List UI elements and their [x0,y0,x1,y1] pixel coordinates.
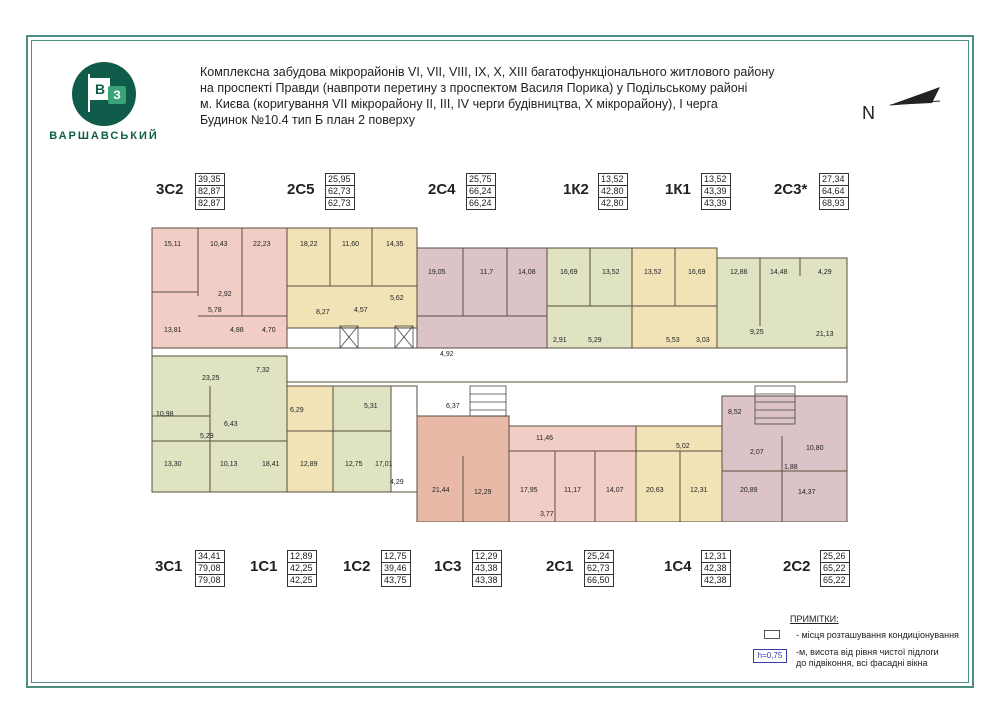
area-total: 42,38 [702,563,730,575]
room-area: 10,43 [210,241,228,248]
room-area: 10,13 [220,461,238,468]
area-gross: 43,38 [475,575,498,585]
area-living: 34,41 [196,551,224,563]
area-living: 12,75 [382,551,410,563]
room-area: 17,95 [520,487,538,494]
room-area: 5,62 [390,295,404,302]
room-area: 9,25 [750,329,764,336]
apartment-label: 2С1 [546,558,574,575]
apartment-label: 1С3 [434,558,462,575]
apartment-areas [820,550,850,587]
area-living: 13,52 [599,174,627,186]
room-area: 13,52 [644,269,662,276]
room-area: 11,17 [564,487,581,494]
room-area: 16,69 [560,269,578,276]
room-area: 12,75 [345,461,363,468]
room-area: 2,92 [218,291,232,298]
title-line-3: м. Києва (коригування VII мікрорайону II, III, IV черги будівництва, X мікрорайону), I черга [200,97,718,111]
room-area: 4,29 [390,479,404,486]
room-area: 14,48 [770,269,788,276]
room-area: 18,41 [262,461,280,468]
logo-flag-1: В [90,78,110,100]
area-living: 39,35 [196,174,224,186]
area-gross: 82,87 [198,198,221,208]
area-gross: 43,75 [384,575,407,585]
room-area: 14,35 [386,241,404,248]
area-gross: 42,38 [704,575,727,585]
area-gross: 43,39 [704,198,727,208]
room-area: 18,22 [300,241,318,248]
room-area: 5,78 [208,307,222,314]
room-area: 12,31 [690,487,708,494]
area-living: 25,95 [326,174,354,186]
apartment-label: 2С4 [428,181,456,198]
area-gross: 42,25 [290,575,313,585]
room-area: 17,01 [375,461,393,468]
apartment-areas [287,550,317,587]
room-area: 12,29 [474,489,492,496]
room-area: 4,88 [230,327,244,334]
apartment-areas [472,550,502,587]
room-area: 10,98 [156,411,174,418]
ac-location-icon [764,630,780,639]
area-total: 79,08 [196,563,224,575]
varshavsky-logo [72,62,136,126]
apartment-label: 1К1 [665,181,691,198]
area-gross: 68,93 [822,198,845,208]
apartment-label: 1С4 [664,558,692,575]
room-area: 19,05 [428,269,446,276]
apartment-areas [325,173,355,210]
area-total: 65,22 [821,563,849,575]
room-area: 14,07 [606,487,624,494]
room-area: 12,86 [730,269,748,276]
apartment-areas [195,550,225,587]
room-area: 13,52 [602,269,620,276]
room-area: 14,37 [798,489,816,496]
area-total: 62,73 [326,186,354,198]
room-area: 12,89 [300,461,318,468]
notes-heading: ПРИМІТКИ: [790,614,839,624]
room-area: 5,02 [676,443,690,450]
room-area: 8,27 [316,309,330,316]
logo-text: ВАРШАВСЬКИЙ [49,130,159,142]
area-total: 82,87 [196,186,224,198]
area-gross: 42,80 [601,198,624,208]
floor-plan [150,226,850,522]
area-gross: 65,22 [823,575,846,585]
apartment-areas [584,550,614,587]
area-total: 42,25 [288,563,316,575]
room-area: 11,60 [342,241,359,248]
logo-flag-2: З [108,86,126,104]
area-total: 66,24 [467,186,495,198]
apartment-areas [819,173,849,210]
area-living: 25,24 [585,551,613,563]
room-area: 4,57 [354,307,368,314]
room-area: 15,11 [164,241,181,248]
apartment-areas [701,173,731,210]
apartment-label: 1С2 [343,558,371,575]
apartment-areas [381,550,411,587]
apartment-label: 2С5 [287,181,315,198]
room-area: 11,7 [480,269,494,276]
area-total: 62,73 [585,563,613,575]
north-label: N [862,103,875,123]
room-area: 21,13 [816,331,834,338]
apartment-label: 1К2 [563,181,589,198]
room-area: 4,29 [818,269,832,276]
area-gross: 79,08 [198,575,221,585]
apartment-label: 1С1 [250,558,278,575]
room-area: 5,29 [588,337,602,344]
title-line-1: Комплексна забудова мікрорайонів VI, VII, VIII, IX, X, XIII багатофункціонального житлового району [200,65,775,79]
area-living: 12,31 [702,551,730,563]
area-total: 39,46 [382,563,410,575]
plan-title [200,64,840,128]
room-area: 16,69 [688,269,706,276]
room-area: 6,37 [446,403,460,410]
room-area: 20,63 [646,487,664,494]
area-total: 43,39 [702,186,730,198]
room-area: 2,91 [553,337,567,344]
area-living: 12,89 [288,551,316,563]
room-area: 3,03 [696,337,710,344]
room-area: 4,92 [440,351,454,358]
area-living: 13,52 [702,174,730,186]
room-area: 5,29 [200,433,214,440]
room-area: 6,29 [290,407,304,414]
title-line-2: на проспекті Правди (навпроти перетину з проспектом Василя Порика) у Подільському районі [200,81,748,95]
title-line-4: Будинок №10.4 тип Б план 2 поверху [200,113,415,127]
room-area: 5,31 [364,403,378,410]
area-living: 12,29 [473,551,501,563]
area-total: 42,80 [599,186,627,198]
apartment-label: 2С3* [774,181,808,198]
room-area: 2,07 [750,449,764,456]
apartment-label: 3С2 [156,181,184,198]
room-area: 8,52 [728,409,742,416]
area-gross: 66,50 [587,575,610,585]
area-living: 25,75 [467,174,495,186]
room-area: 23,25 [202,375,220,382]
apartment-areas [195,173,225,210]
room-area: 10,80 [806,445,824,452]
area-living: 25,26 [821,551,849,563]
room-area: 14,08 [518,269,536,276]
room-area: 13,30 [164,461,182,468]
room-area: 7,32 [256,367,270,374]
room-area: 22,23 [253,241,271,248]
area-total: 43,38 [473,563,501,575]
room-area: 3,77 [540,511,554,518]
area-living: 27,34 [820,174,848,186]
apartment-label: 2С2 [783,558,811,575]
height-badge: h=0,75 [753,649,787,663]
note-ac: - місця розташування кондиціонування [796,630,959,640]
apartment-areas [466,173,496,210]
apartment-areas [701,550,731,587]
room-area: 1,88 [784,464,798,471]
room-area: 21,44 [432,487,450,494]
room-area: 4,70 [262,327,276,334]
room-area: 5,53 [666,337,680,344]
room-area: 13,81 [164,327,182,334]
area-gross: 66,24 [469,198,492,208]
note-height: -м, висота від рівня чистої підлоги до підвіконня, всі фасадні вікна [796,647,939,668]
area-total: 64,64 [820,186,848,198]
area-gross: 62,73 [328,198,351,208]
room-area: 20,89 [740,487,758,494]
apartment-label: 3С1 [155,558,183,575]
room-area: 6,43 [224,421,238,428]
apartment-areas [598,173,628,210]
room-area: 11,46 [536,435,553,442]
